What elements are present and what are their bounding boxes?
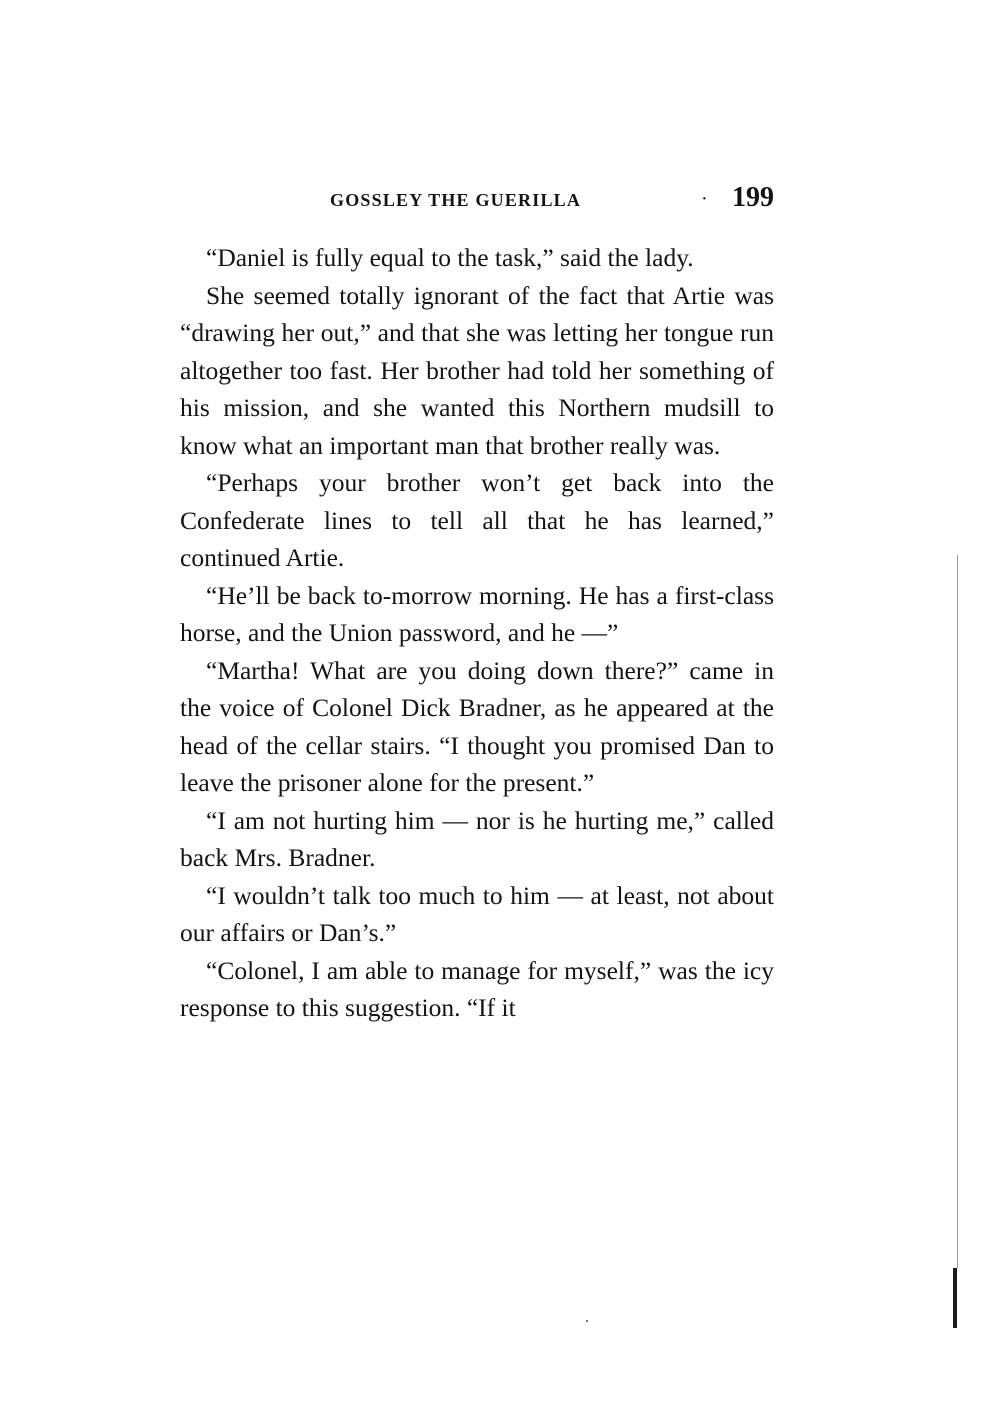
paragraph: “I am not hurting him — nor is he hurting me,” called back Mrs. Bradner. [180, 805, 774, 872]
running-title: GOSSLEY THE GUERILLA [330, 190, 582, 210]
paragraph: “Colonel, I am able to manage for myself,” was the icy response to this suggestion. “If it [180, 955, 774, 1022]
page-edge-shadow [957, 555, 958, 1268]
paragraph: “Daniel is fully equal to the task,” said the lady. [206, 243, 694, 272]
scan-speck [586, 1320, 588, 1322]
paragraph: “He’ll be back to-morrow morning. He has a first-class horse, and the Union password, and he —” [180, 580, 774, 647]
page-number: 199 [732, 182, 774, 213]
header-separator: · [701, 188, 708, 210]
paragraph: “I wouldn’t talk too much to him — at least, not about our affairs or Dan’s.” [180, 880, 774, 947]
body-text [180, 239, 774, 1027]
paragraph: “Perhaps your brother won’t get back into the Confederate lines to tell all that he has learned,” continued Artie. [180, 468, 774, 572]
paragraph: She seemed totally ignorant of the fact that Artie was “drawing her out,” and that she was letting her tongue run altogether too fast. Her brother had told her something of his mission, and she wanted this Northern mudsill to know what an important man that brother really was. [180, 280, 774, 460]
running-header [180, 180, 774, 220]
page-edge-mark [953, 1268, 957, 1328]
paragraph: “Martha! What are you doing down there?” came in the voice of Colonel Dick Bradner, as he appeared at the head of the cellar stairs. “I thought you promised Dan to leave the prisoner alone for the present.” [180, 655, 774, 797]
